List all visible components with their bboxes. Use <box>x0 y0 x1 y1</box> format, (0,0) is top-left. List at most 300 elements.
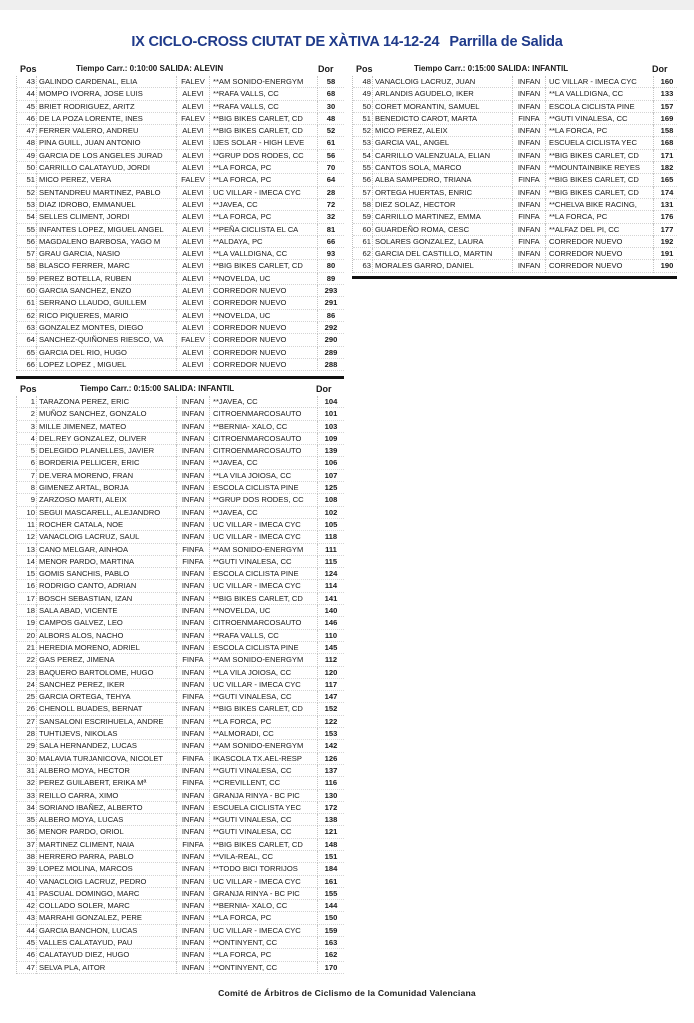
row-position: 33 <box>26 790 35 800</box>
rider-category: INFAN <box>512 260 545 272</box>
bib-number: 162 <box>317 949 344 961</box>
rider-category: ALEVI <box>176 199 209 211</box>
table-row <box>17 568 344 580</box>
rider-name: HERRERO PARRA, PABLO <box>36 851 176 863</box>
rider-category: FINFA <box>176 556 209 568</box>
rider-category: INFAN <box>176 457 209 469</box>
table-row <box>17 187 344 199</box>
section-divider <box>16 376 344 379</box>
rider-name: BAQUERO BARTOLOME, HUGO <box>36 667 176 679</box>
table-row <box>17 925 344 937</box>
rider-club: **VILA-REAL, CC <box>209 851 317 863</box>
bib-number: 104 <box>317 396 344 408</box>
rider-club: **JAVEA, CC <box>209 396 317 408</box>
rider-name: GARCIA DE LOS ANGELES JURAD <box>36 150 176 162</box>
rider-name: ALBA SAMPEDRO, TRIANA <box>372 174 512 186</box>
rider-club: **TODO BICI TORRIJOS <box>209 863 317 875</box>
rider-category: INFAN <box>176 765 209 777</box>
rider-club: **CREVILLENT, CC <box>209 777 317 789</box>
rider-club: **BIG BIKES CARLET, CD <box>209 260 317 272</box>
rider-name: SOLARES GONZALEZ, LAURA <box>372 236 512 248</box>
rider-name: GARCIA VAL, ANGEL <box>372 137 512 149</box>
page-title <box>0 34 694 50</box>
rider-name: HEREDIA MORENO, ADRIEL <box>36 642 176 654</box>
rider-name: CANO MELGAR, AINHOA <box>36 544 176 556</box>
row-position: 29 <box>26 741 35 751</box>
bib-number: 110 <box>317 630 344 642</box>
rider-name: MICO PEREZ, VERA <box>36 174 176 186</box>
rider-club: **BIG BIKES CARLET, CD <box>209 593 317 605</box>
rider-name: TUHTIJEVS, NIKOLAS <box>36 728 176 740</box>
rider-name: GRAU GARCIA, NASIO <box>36 248 176 260</box>
table-row <box>17 494 344 506</box>
table-row <box>17 150 344 162</box>
bib-number: 122 <box>317 716 344 728</box>
rider-club: UC VILLAR - IMECA CYC <box>209 187 317 199</box>
rider-club: **LA FORCA, PC <box>209 716 317 728</box>
infantil-start-grid-bottom <box>16 384 344 974</box>
row-position: 54 <box>362 150 371 160</box>
table-row <box>17 839 344 851</box>
table-row <box>17 88 344 100</box>
row-position: 15 <box>26 569 35 579</box>
rider-name: CALATAYUD DIEZ, HUGO <box>36 949 176 961</box>
bib-number: 106 <box>317 457 344 469</box>
rider-category: ALEVI <box>176 101 209 113</box>
rider-category: FALEV <box>176 174 209 186</box>
bib-number: 142 <box>317 740 344 752</box>
rider-club: **LA VALLDIGNA, CC <box>545 88 653 100</box>
row-position: 59 <box>362 212 371 222</box>
rider-category: FINFA <box>176 777 209 789</box>
bib-number: 293 <box>317 285 344 297</box>
row-position: 46 <box>26 950 35 960</box>
table-row <box>17 544 344 556</box>
table-row <box>17 716 344 728</box>
rider-name: DEL.REY GONZALEZ, OLIVER <box>36 433 176 445</box>
rider-club: ESCUELA CICLISTA YEC <box>209 802 317 814</box>
row-position: 56 <box>362 175 371 185</box>
pos-header: Pos <box>20 384 37 394</box>
row-position: 7 <box>30 470 35 480</box>
rider-club: **AM SONIDO-ENERGYM <box>209 654 317 666</box>
table-row <box>17 728 344 740</box>
rider-category: FALEV <box>176 113 209 125</box>
row-position: 24 <box>26 679 35 689</box>
row-position: 48 <box>362 77 371 86</box>
rider-category: INFAN <box>176 531 209 543</box>
rider-name: GARCIA DEL RIO, HUGO <box>36 347 176 359</box>
bib-number: 144 <box>317 900 344 912</box>
rider-club: CORREDOR NUEVO <box>209 334 317 346</box>
rider-name: GUARDEÑO ROMA, CESC <box>372 224 512 236</box>
rider-name: MENOR PARDO, MARTINA <box>36 556 176 568</box>
row-position: 63 <box>362 261 371 271</box>
row-position: 53 <box>26 199 35 209</box>
table-row <box>17 137 344 149</box>
rider-name: LOPEZ LOPEZ , MIGUEL <box>36 359 176 371</box>
table-row <box>17 531 344 543</box>
table-row <box>17 937 344 949</box>
rider-category: ALEVI <box>176 211 209 223</box>
table-body <box>16 396 344 974</box>
rider-club: CORREDOR NUEVO <box>209 322 317 334</box>
infantil-start-grid-right <box>352 64 677 273</box>
table-row <box>17 174 344 186</box>
row-position: 11 <box>27 519 35 529</box>
rider-club: **ONTINYENT, CC <box>209 962 317 974</box>
rider-category: FINFA <box>176 654 209 666</box>
bib-number: 147 <box>317 691 344 703</box>
table-header <box>352 64 677 76</box>
rider-name: DE.VERA MORENO, FRAN <box>36 470 176 482</box>
rider-category: ALEVI <box>176 125 209 137</box>
rider-category: ALEVI <box>176 162 209 174</box>
bib-number: 120 <box>317 667 344 679</box>
table-row <box>17 113 344 125</box>
rider-club: **BERNIA- XALO, CC <box>209 900 317 912</box>
rider-category: INFAN <box>176 605 209 617</box>
table-row <box>17 900 344 912</box>
rider-club: **GUTI VINALESA, CC <box>209 765 317 777</box>
rider-category: INFAN <box>176 482 209 494</box>
bib-number: 163 <box>317 937 344 949</box>
table-row <box>17 814 344 826</box>
bib-number: 89 <box>317 273 344 285</box>
rider-club: UC VILLAR - IMECA CYC <box>209 679 317 691</box>
bib-number: 170 <box>317 962 344 974</box>
bib-number: 139 <box>317 445 344 457</box>
table-row <box>17 777 344 789</box>
dor-header: Dor <box>652 64 668 74</box>
dor-header: Dor <box>316 384 332 394</box>
rider-category: INFAN <box>176 445 209 457</box>
rider-category: INFAN <box>176 667 209 679</box>
bib-number: 146 <box>317 617 344 629</box>
rider-name: MILLE JIMENEZ, MATEO <box>36 421 176 433</box>
dor-header: Dor <box>318 64 334 74</box>
rider-club: **LA FORCA, PC <box>545 125 653 137</box>
rider-category: INFAN <box>176 580 209 592</box>
rider-category: INFAN <box>176 888 209 900</box>
bib-number: 290 <box>317 334 344 346</box>
bib-number: 176 <box>653 211 680 223</box>
table-row <box>353 162 677 174</box>
rider-name: DE LA POZA LORENTE, INES <box>36 113 176 125</box>
row-position: 52 <box>362 126 371 136</box>
table-row <box>17 199 344 211</box>
rider-name: PEREZ GUILABERT, ERIKA Mª <box>36 777 176 789</box>
bib-number: 292 <box>317 322 344 334</box>
rider-club: **LA FORCA, PC <box>209 949 317 961</box>
rider-name: ROCHER CATALA, NOE <box>36 519 176 531</box>
rider-name: ARLANDIS AGUDELO, IKER <box>372 88 512 100</box>
table-row <box>17 703 344 715</box>
rider-club: **LA VALLDIGNA, CC <box>209 248 317 260</box>
rider-name: MENOR PARDO, ORIOL <box>36 826 176 838</box>
rider-category: INFAN <box>176 421 209 433</box>
table-row <box>353 211 677 223</box>
rider-club: CORREDOR NUEVO <box>209 297 317 309</box>
rider-category: INFAN <box>176 790 209 802</box>
table-row <box>353 224 677 236</box>
rider-category: INFAN <box>176 519 209 531</box>
rider-name: GAS PEREZ, JIMENA <box>36 654 176 666</box>
bib-number: 151 <box>317 851 344 863</box>
rider-category: INFAN <box>512 88 545 100</box>
rider-category: FINFA <box>176 544 209 556</box>
bib-number: 93 <box>317 248 344 260</box>
table-row <box>17 876 344 888</box>
bib-number: 157 <box>653 101 680 113</box>
rider-name: CARRILLO VALENZUALA, ELIAN <box>372 150 512 162</box>
rider-category: INFAN <box>176 507 209 519</box>
row-position: 18 <box>26 606 35 616</box>
rider-name: GONZALEZ MONTES, DIEGO <box>36 322 176 334</box>
rider-club: **LA FORCA, PC <box>209 162 317 174</box>
table-row <box>17 753 344 765</box>
rider-category: INFAN <box>176 740 209 752</box>
rider-category: INFAN <box>176 703 209 715</box>
row-position: 57 <box>362 187 371 197</box>
rider-name: PASCUAL DOMINGO, MARC <box>36 888 176 900</box>
bib-number: 115 <box>317 556 344 568</box>
row-position: 44 <box>26 89 35 99</box>
rider-club: **GUTI VINALESA, CC <box>545 113 653 125</box>
row-position: 20 <box>26 630 35 640</box>
alevin-start-grid <box>16 64 344 371</box>
row-position: 19 <box>26 618 35 628</box>
row-position: 65 <box>26 347 35 357</box>
rider-club: **JAVEA, CC <box>209 199 317 211</box>
rider-category: INFAN <box>176 962 209 974</box>
bib-number: 158 <box>653 125 680 137</box>
bib-number: 118 <box>317 531 344 543</box>
rider-category: ALEVI <box>176 310 209 322</box>
table-row <box>17 445 344 457</box>
rider-name: BLASCO FERRER, MARC <box>36 260 176 272</box>
rider-category: INFAN <box>176 642 209 654</box>
rider-club: IJES SOLAR - HIGH LEVE <box>209 137 317 149</box>
rider-category: INFAN <box>176 396 209 408</box>
row-position: 62 <box>26 310 35 320</box>
rider-name: SALA HERNANDEZ, LUCAS <box>36 740 176 752</box>
race-info-header: Tiempo Carr.: 0:15:00 SALIDA: INFANTIL <box>414 64 569 73</box>
row-position: 64 <box>26 335 35 345</box>
table-row <box>353 150 677 162</box>
rider-category: INFAN <box>176 851 209 863</box>
rider-club: **GRUP DOS RODES, CC <box>209 150 317 162</box>
rider-club: CITROENMARCOSAUTO <box>209 433 317 445</box>
rider-club: UC VILLAR - IMECA CYC <box>209 925 317 937</box>
bib-number: 102 <box>317 507 344 519</box>
row-position: 37 <box>26 839 35 849</box>
rider-club: CORREDOR NUEVO <box>545 248 653 260</box>
row-position: 66 <box>26 359 35 369</box>
row-position: 23 <box>26 667 35 677</box>
rider-club: **LA FORCA, PC <box>545 211 653 223</box>
section-divider <box>352 276 677 279</box>
rider-name: MALAVIA TURJANICOVA, NICOLET <box>36 753 176 765</box>
bib-number: 103 <box>317 421 344 433</box>
rider-club: **NOVELDA, UC <box>209 273 317 285</box>
rider-club: **LA FORCA, PC <box>209 912 317 924</box>
rider-name: MAGDALENO BARBOSA, YAGO M <box>36 236 176 248</box>
rider-name: DIAZ IDROBO, EMMANUEL <box>36 199 176 211</box>
table-body <box>352 76 677 273</box>
rider-name: GARCIA BANCHON, LUCAS <box>36 925 176 937</box>
row-position: 6 <box>30 458 35 468</box>
rider-category: FINFA <box>512 211 545 223</box>
row-position: 16 <box>26 581 35 591</box>
rider-club: **ONTINYENT, CC <box>209 937 317 949</box>
table-row <box>17 457 344 469</box>
row-position: 42 <box>26 901 35 911</box>
row-position: 56 <box>26 236 35 246</box>
rider-club: ESCOLA CICLISTA PINE <box>545 101 653 113</box>
rider-name: REILLO CARRA, XIMO <box>36 790 176 802</box>
rider-name: BRIET RODRIGUEZ, ARITZ <box>36 101 176 113</box>
bib-number: 124 <box>317 568 344 580</box>
rider-category: ALEVI <box>176 285 209 297</box>
rider-club: **GUTI VINALESA, CC <box>209 826 317 838</box>
table-row <box>17 617 344 629</box>
rider-name: VANACLOIG LACRUZ, SAUL <box>36 531 176 543</box>
table-row <box>17 790 344 802</box>
rider-name: GALINDO CARDENAL, ELIA <box>36 76 176 88</box>
rider-name: ORTEGA HUERTAS, ENRIC <box>372 187 512 199</box>
rider-category: ALEVI <box>176 297 209 309</box>
table-row <box>353 101 677 113</box>
bib-number: 70 <box>317 162 344 174</box>
rider-name: MOMPO IVORRA, JOSE LUIS <box>36 88 176 100</box>
rider-club: **GRUP DOS RODES, CC <box>209 494 317 506</box>
rider-category: INFAN <box>176 408 209 420</box>
table-row <box>17 507 344 519</box>
table-row <box>17 765 344 777</box>
rider-club: UC VILLAR - IMECA CYC <box>209 519 317 531</box>
row-position: 2 <box>30 409 35 419</box>
rider-name: BENEDICTO CAROT, MARTA <box>372 113 512 125</box>
bib-number: 160 <box>653 76 680 88</box>
event-title: IX CICLO-CROSS CIUTAT DE XÀTIVA 14-12-24 <box>131 34 440 50</box>
table-row <box>17 679 344 691</box>
table-row <box>17 654 344 666</box>
row-position: 47 <box>26 126 35 136</box>
table-row <box>17 433 344 445</box>
bib-number: 130 <box>317 790 344 802</box>
rider-category: INFAN <box>512 76 545 88</box>
table-row <box>17 285 344 297</box>
bib-number: 114 <box>317 580 344 592</box>
table-header <box>16 64 344 76</box>
bib-number: 126 <box>317 753 344 765</box>
table-row <box>17 863 344 875</box>
rider-club: **RAFA VALLS, CC <box>209 101 317 113</box>
rider-category: INFAN <box>176 470 209 482</box>
rider-club: **AM SONIDO-ENERGYM <box>209 740 317 752</box>
table-row <box>17 359 344 371</box>
table-row <box>353 187 677 199</box>
rider-name: DIEZ SOLAZ, HECTOR <box>372 199 512 211</box>
rider-category: INFAN <box>512 248 545 260</box>
bib-number: 168 <box>653 137 680 149</box>
row-position: 57 <box>26 249 35 259</box>
rider-category: INFAN <box>176 925 209 937</box>
rider-name: ALBERO MOYA, LUCAS <box>36 814 176 826</box>
table-row <box>17 962 344 974</box>
row-position: 21 <box>26 642 35 652</box>
table-row <box>17 470 344 482</box>
bib-number: 32 <box>317 211 344 223</box>
bib-number: 66 <box>317 236 344 248</box>
table-row <box>17 76 344 88</box>
table-row <box>17 421 344 433</box>
table-row <box>17 802 344 814</box>
table-row <box>17 605 344 617</box>
table-row <box>17 519 344 531</box>
table-row <box>17 667 344 679</box>
rider-club: **BIG BIKES CARLET, CD <box>545 150 653 162</box>
rider-club: **BIG BIKES CARLET, CD <box>545 174 653 186</box>
rider-category: INFAN <box>512 125 545 137</box>
bib-number: 169 <box>653 113 680 125</box>
bib-number: 159 <box>317 925 344 937</box>
table-row <box>353 236 677 248</box>
row-position: 10 <box>26 507 35 517</box>
bib-number: 145 <box>317 642 344 654</box>
rider-category: FINFA <box>512 113 545 125</box>
rider-name: CARRILLO CALATAYUD, JORDI <box>36 162 176 174</box>
rider-category: ALEVI <box>176 224 209 236</box>
row-position: 55 <box>362 163 371 173</box>
rider-category: ALEVI <box>176 260 209 272</box>
rider-name: RODRIGO CANTO, ADRIAN <box>36 580 176 592</box>
bib-number: 61 <box>317 137 344 149</box>
row-position: 13 <box>26 544 35 554</box>
rider-name: GOMIS SANCHIS, PABLO <box>36 568 176 580</box>
rider-category: ALEVI <box>176 347 209 359</box>
bib-number: 109 <box>317 433 344 445</box>
row-position: 58 <box>362 199 371 209</box>
row-position: 58 <box>26 261 35 271</box>
bib-number: 68 <box>317 88 344 100</box>
rider-category: INFAN <box>176 826 209 838</box>
footer-committee: Comité de Árbitros de Ciclismo de la Comunidad Valenciana <box>218 988 476 998</box>
bib-number: 56 <box>317 150 344 162</box>
row-position: 27 <box>26 716 35 726</box>
rider-club: UC VILLAR - IMECA CYC <box>545 76 653 88</box>
bib-number: 182 <box>653 162 680 174</box>
rider-category: INFAN <box>176 814 209 826</box>
rider-category: INFAN <box>176 949 209 961</box>
rider-name: GARCIA DEL CASTILLO, MARTIN <box>372 248 512 260</box>
bib-number: 171 <box>653 150 680 162</box>
table-row <box>17 260 344 272</box>
rider-category: ALEVI <box>176 137 209 149</box>
rider-club: UC VILLAR - IMECA CYC <box>209 876 317 888</box>
rider-club: UC VILLAR - IMECA CYC <box>209 531 317 543</box>
bib-number: 80 <box>317 260 344 272</box>
rider-name: SENTANDREU MARTINEZ, PABLO <box>36 187 176 199</box>
rider-club: **CHELVA BIKE RACING, <box>545 199 653 211</box>
rider-name: MICO PEREZ, ALEIX <box>372 125 512 137</box>
rider-category: INFAN <box>176 876 209 888</box>
rider-category: ALEVI <box>176 273 209 285</box>
rider-category: INFAN <box>176 912 209 924</box>
bib-number: 125 <box>317 482 344 494</box>
table-row <box>353 199 677 211</box>
